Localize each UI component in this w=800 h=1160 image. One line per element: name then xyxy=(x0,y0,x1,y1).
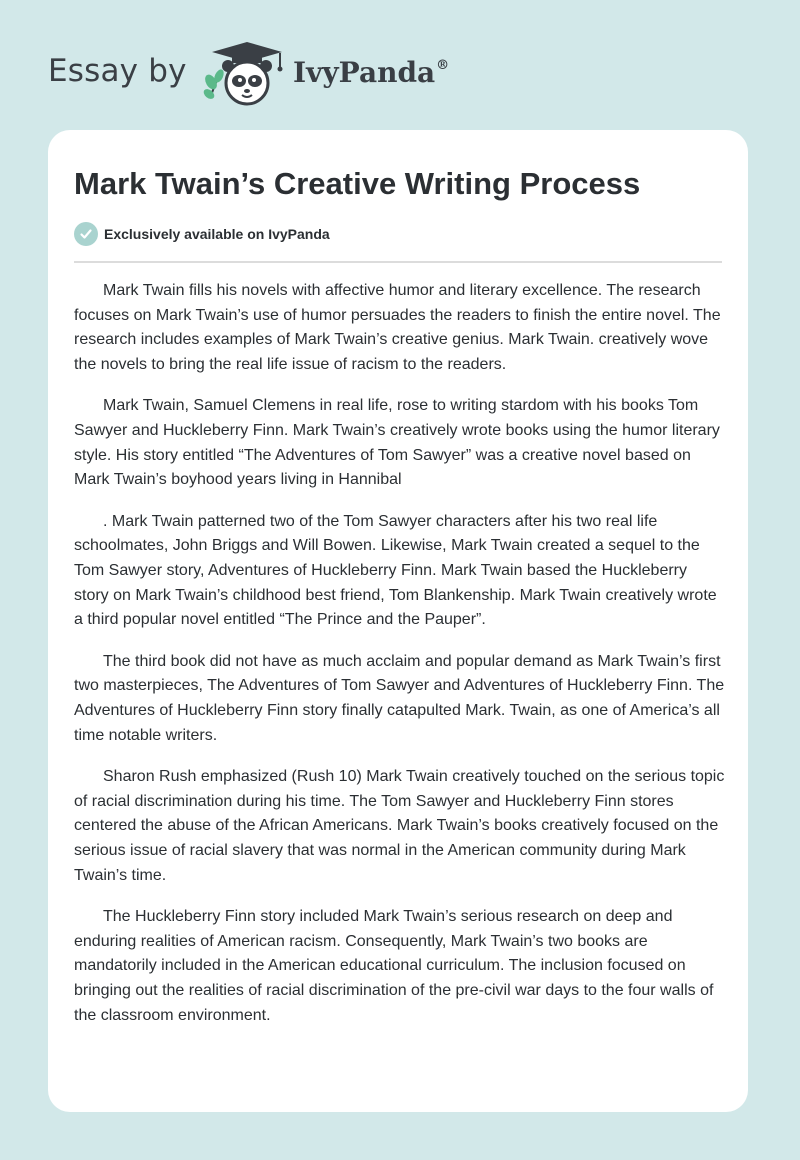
exclusive-badge xyxy=(74,222,330,246)
paragraph: Sharon Rush emphasized (Rush 10) Mark Twain creatively touched on the serious topic of racial discrimination during his time. The Tom Sawyer and Huckleberry Finn stores centered the abuse of the African Americans. Mark Twain’s books creatively focused on the serious issue of racial slavery that was normal in the American community during Mark Twain’s time. xyxy=(74,767,725,884)
exclusive-label: Exclusively available on IvyPanda xyxy=(104,226,330,242)
panda-logo-icon[interactable] xyxy=(200,38,290,108)
essay-body xyxy=(74,279,726,1045)
check-icon xyxy=(74,222,98,246)
registered-mark: ® xyxy=(436,58,450,73)
essay-card xyxy=(48,130,748,1112)
page-title: Mark Twain’s Creative Writing Process xyxy=(74,166,641,201)
divider xyxy=(74,261,722,263)
paragraph: The Huckleberry Finn story included Mark Twain’s serious research on deep and enduring realities of American racism. Consequently, Mark Twain’s two books are mandatorily included in the American educational curriculum. The inclusion focused on bringing out the realities of racial discrimination of the pre-civil war days to the four walls of the classroom environment. xyxy=(74,907,714,1024)
brand-name[interactable] xyxy=(293,56,449,89)
brand-text: IvyPanda xyxy=(293,56,436,89)
site-header xyxy=(48,38,548,108)
paragraph: Mark Twain, Samuel Clemens in real life, rose to writing stardom with his books Tom Sawyer and Huckleberry Finn. Mark Twain’s creatively wrote books using the humor literary style. His story entitled “The Adventures of Tom Sawyer” was a creative novel based on Mark Twain’s boyhood years living in Hannibal xyxy=(74,397,720,489)
paragraph: . Mark Twain patterned two of the Tom Sawyer characters after his two real life schoolmates, John Briggs and Will Bowen. Likewise, Mark Twain created a sequel to the Tom Sawyer story, Adventures of Huckleberry Finn. Mark Twain based the Huckleberry story on Mark Twain’s childhood best friend, Tom Blankenship. Mark Twain creatively wrote a third popular novel entitled “The Prince and the Pauper”. xyxy=(74,512,717,629)
paragraph: Mark Twain fills his novels with affective humor and literary excellence. The research focuses on Mark Twain’s use of humor persuades the readers to finish the entire novel. The research includes examples of Mark Twain’s creative genius. Mark Twain. creatively wove the novels to bring the real life issue of racism to the readers. xyxy=(74,282,721,374)
paragraph: The third book did not have as much acclaim and popular demand as Mark Twain’s first two masterpieces, The Adventures of Tom Sawyer and Adventures of Huckleberry Finn. The Adventures of Huckleberry Finn story finally catapulted Mark. Twain, as one of America’s all time notable writers. xyxy=(74,652,725,744)
essay-by-label: Essay by xyxy=(48,53,187,89)
